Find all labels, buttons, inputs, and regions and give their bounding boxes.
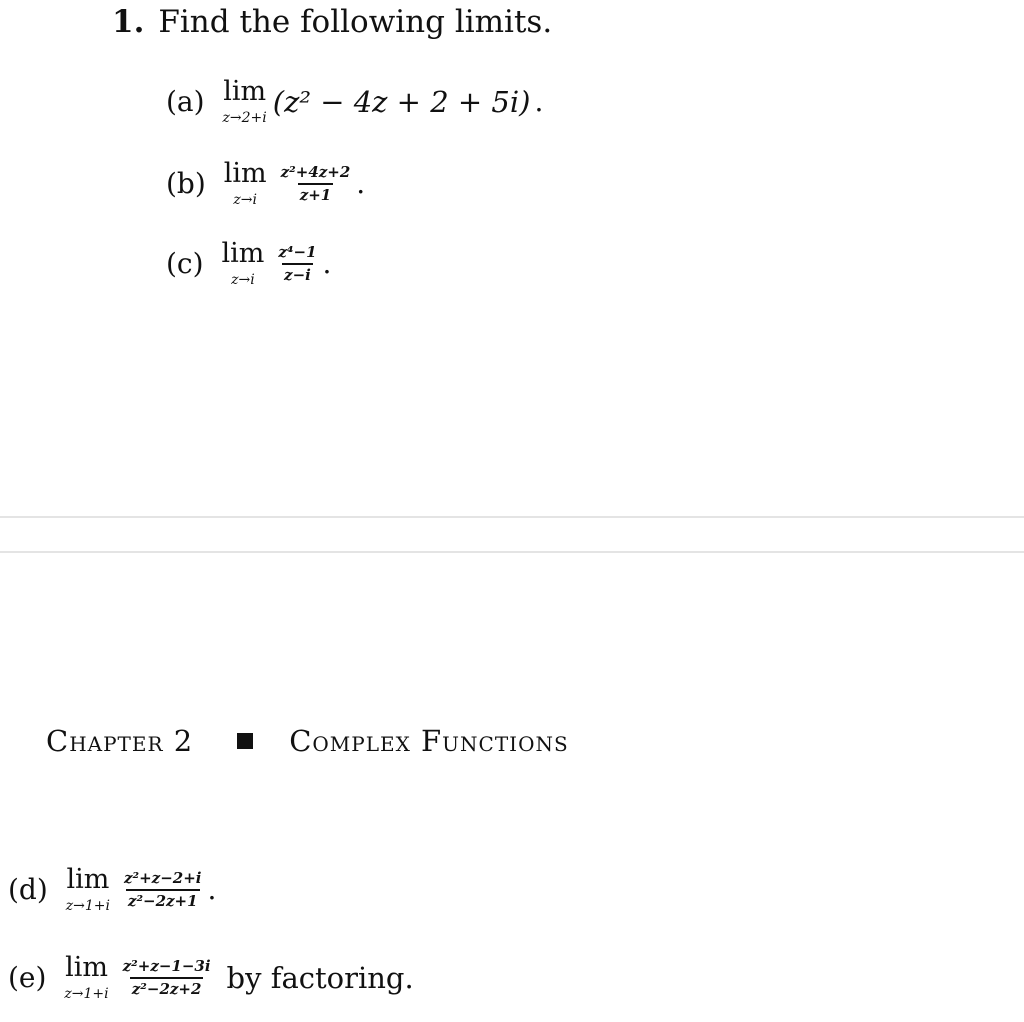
- lim-subscript: z→1+i: [64, 986, 109, 1002]
- denominator: z+1: [298, 183, 334, 203]
- trailing-period: .: [207, 873, 217, 906]
- numerator: z²+z−1−3i: [122, 956, 211, 975]
- lim-word: lim: [223, 158, 267, 189]
- trailing-period: .: [322, 247, 332, 280]
- running-head: [46, 724, 569, 758]
- denominator: z²−2z+1: [126, 889, 200, 909]
- fraction: [121, 956, 213, 998]
- lim-subscript: z→1+i: [65, 898, 111, 914]
- trailing-period: .: [534, 85, 544, 118]
- lim-word: lim: [221, 238, 265, 269]
- lim-word: lim: [66, 864, 110, 895]
- square-bullet-icon: [237, 733, 253, 749]
- limit-expression: (z² − 4z + 2 + 5i): [272, 84, 531, 119]
- after-text: by factoring.: [226, 960, 414, 995]
- numerator: z⁴−1: [278, 242, 317, 261]
- limit-operator: [66, 866, 110, 913]
- part-e: [8, 954, 414, 1001]
- part-c: [166, 240, 331, 287]
- numerator: z²+4z+2: [280, 162, 351, 181]
- denominator: z−i: [282, 263, 313, 283]
- part-b: [166, 160, 365, 207]
- chapter-label: Chapter 2: [46, 724, 194, 758]
- limit-operator: [223, 78, 267, 125]
- part-c-label: (c): [166, 247, 204, 280]
- part-d: [8, 866, 216, 913]
- lim-subscript: z→i: [231, 272, 255, 288]
- lim-subscript: z→2+i: [222, 110, 267, 126]
- limit-operator: [224, 160, 267, 207]
- problem-title: Find the following limits.: [158, 4, 553, 40]
- fraction: [276, 242, 318, 284]
- part-a: [166, 78, 543, 125]
- lim-word: lim: [223, 76, 267, 107]
- chapter-title: Complex Functions: [289, 724, 569, 758]
- part-d-label: (d): [8, 873, 48, 906]
- part-a-label: (a): [166, 85, 205, 118]
- part-b-label: (b): [166, 167, 206, 200]
- limit-operator: [64, 954, 108, 1001]
- lim-subscript: z→i: [233, 192, 258, 208]
- page-divider-bottom: [0, 551, 1024, 553]
- denominator: z²−2z+2: [130, 977, 204, 997]
- trailing-period: .: [356, 167, 366, 200]
- fraction: [122, 868, 203, 910]
- page-divider-top: [0, 516, 1024, 518]
- problem-number: 1.: [112, 4, 145, 40]
- numerator: z²+z−2+i: [124, 868, 202, 887]
- problem-heading: [112, 4, 552, 40]
- lim-word: lim: [65, 952, 108, 983]
- fraction: [279, 162, 353, 204]
- part-e-label: (e): [8, 961, 47, 994]
- limit-operator: [222, 240, 265, 287]
